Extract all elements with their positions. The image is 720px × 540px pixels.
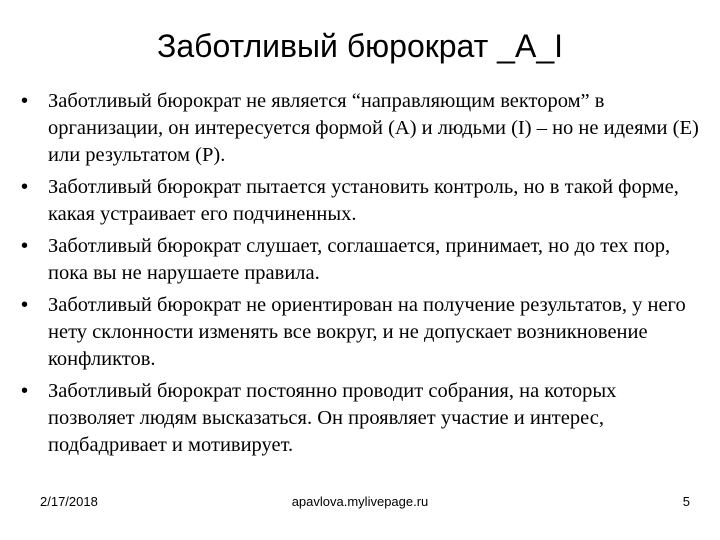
bullet-item — [18, 378, 706, 459]
bullet-marker: • — [21, 294, 29, 316]
bullet-text: Заботливый бюрократ постоянно проводит собрания, на которых позволяет людям высказаться. Он проявляет участие и интерес, подбадривает и мотивирует. — [48, 380, 617, 456]
bullet-text: Заботливый бюрократ не ориентирован на получение результатов, у него нету склонности изменять все вокруг, и не допускает возникновение конфликтов. — [48, 294, 686, 370]
bullet-marker: • — [21, 235, 29, 257]
slide-title: Заботливый бюрократ _А_I — [157, 28, 563, 64]
bullet-text: Заботливый бюрократ слушает, соглашается, принимает, но до тех пор, пока вы не нарушаете правила. — [48, 235, 671, 284]
bullet-item — [18, 174, 706, 228]
bullet-item — [18, 88, 706, 169]
footer-site: apavlova.mylivepage.ru — [291, 494, 429, 509]
bullet-text: Заботливый бюрократ пытается установить контроль, но в такой форме, какая устраивает его подчиненных. — [48, 176, 679, 225]
page-number: 5 — [682, 494, 690, 509]
bullet-list — [18, 88, 706, 464]
bullet-marker: • — [21, 380, 29, 402]
footer-date: 2/17/2018 — [40, 494, 98, 509]
bullet-item — [18, 292, 706, 373]
bullet-marker: • — [21, 90, 29, 112]
bullet-item — [18, 233, 706, 287]
bullet-marker: • — [21, 176, 29, 198]
bullet-text: Заботливый бюрократ не является “направляющим вектором” в организации, он интересуется формой (А) и людьми (I) – но не идеями (Е) или результатом (Р). — [48, 90, 699, 166]
